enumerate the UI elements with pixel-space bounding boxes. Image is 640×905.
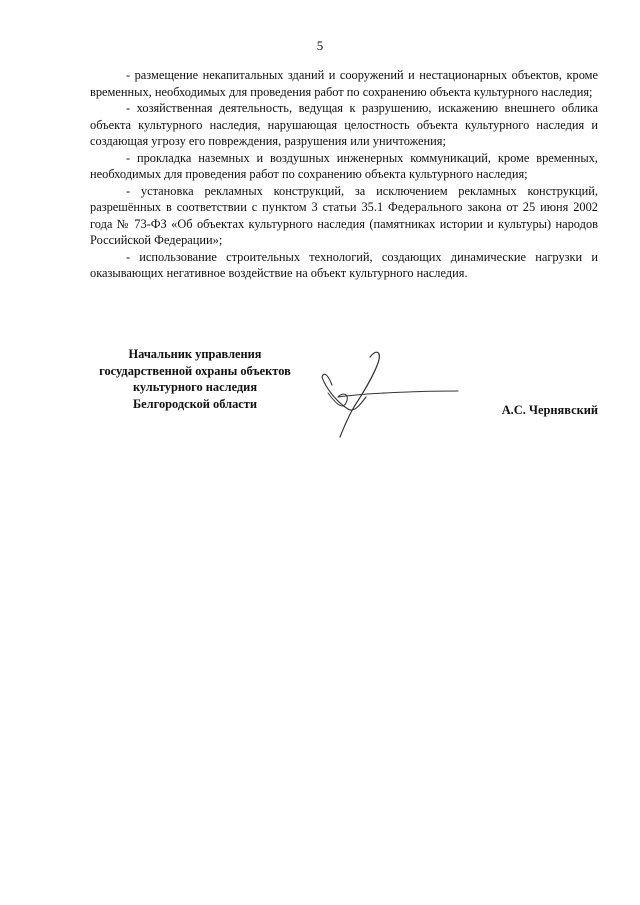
paragraph: - установка рекламных конструкций, за исключением рекламных конструкций, разрешённых в соответствии с пунктом 3 статьи 35.1 Федерального закона от 25 июня 2002 года № 73-ФЗ «Об объектах культурного наследия (памятниках истории и культуры) народов Российской Федерации»;	[90, 183, 598, 247]
signature-title	[90, 346, 300, 412]
paragraph: - использование строительных технологий, создающих динамические нагрузки и оказывающих негативное воздействие на объект культурного наследия.	[90, 249, 598, 280]
page-number: 5	[316, 38, 324, 53]
paragraph: - хозяйственная деятельность, ведущая к разрушению, искажению внешнего облика объекта культурного наследия, нарушающая целостность объекта культурного наследия и создающая угрозу его повреждения, разрушения или уничтожения;	[90, 101, 598, 148]
signer-name: А.С. Чернявский	[501, 403, 598, 417]
signature-title-line: Белгородской области	[132, 396, 257, 411]
signature-title-line: Начальник управления	[128, 347, 262, 361]
handwritten-signature	[318, 345, 468, 445]
signature-title-line: государственной охраны объектов	[99, 363, 291, 378]
paragraph: - прокладка наземных и воздушных инженерных коммуникаций, кроме временных, необходимых для проведения работ по сохранению объекта культурного наследия;	[90, 150, 598, 181]
document-body	[90, 67, 598, 282]
paragraph: - размещение некапитальных зданий и сооружений и нестационарных объектов, кроме временных, необходимых для проведения работ по сохранению объекта культурного наследия;	[90, 68, 598, 99]
signature-title-line: культурного наследия	[132, 380, 258, 394]
